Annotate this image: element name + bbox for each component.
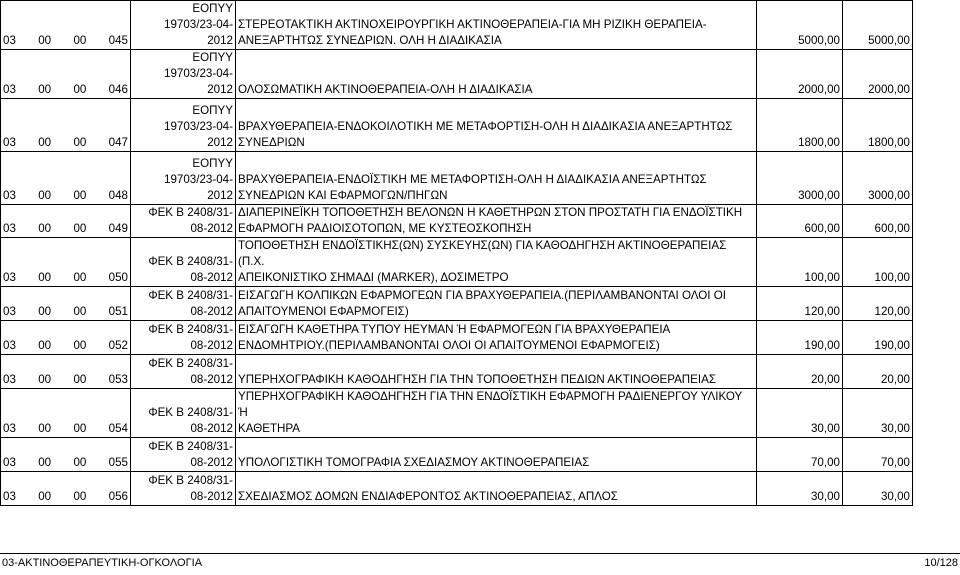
code-part: 00 [73,339,87,352]
table-row [1,321,913,355]
legal-reference-cell [131,355,236,389]
price-max-cell: 20,00 [843,355,913,389]
table-row [1,1,913,50]
code-part: 00 [73,222,87,235]
procedure-description-line: ΣΥΝΕΔΡΙΩΝ ΚΑΙ ΕΦΑΡΜΟΓΩΝ/ΠΗΓΩΝ [238,189,448,202]
price-max-cell: 30,00 [843,389,913,438]
price-cell: 30,00 [757,389,843,438]
code-part: 00 [73,490,87,503]
table-row [1,355,913,389]
procedure-code-cell [1,99,131,152]
code-part: 00 [73,189,87,202]
table-row [1,152,913,205]
price-cell: 70,00 [757,438,843,472]
code-part: 046 [108,83,128,96]
procedure-description-cell [236,152,757,205]
legal-reference-line: 2012 [207,189,233,202]
code-part: 00 [38,222,52,235]
legal-reference-line: 19703/23-04- [164,173,233,186]
code-part: 00 [38,422,52,435]
code-part: 00 [38,34,52,47]
procedure-description-line: ΒΡΑΧΥΘΕΡΑΠΕΙΑ-ΕΝΔΟΚΟΙΛΟΤΙΚΗ ΜΕ ΜΕΤΑΦΟΡΤΙΣΗ-ΟΛΗ Η ΔΙΑΔΙΚΑΣΙΑ ΑΝΕΞΑΡΤΗΤΩΣ [238,120,733,133]
procedure-description-line: ΕΙΣΑΓΩΓΗ ΚΑΘΕΤΗΡΑ ΤΥΠΟΥ ΗΕΥΜΑΝ Ή ΕΦΑΡΜΟΓΕΩΝ ΓΙΑ ΒΡΑΧΥΘΕΡΑΠΕΙΑ [238,323,671,336]
legal-reference-line: 2012 [207,83,233,96]
legal-reference-line: 19703/23-04- [164,18,233,31]
procedure-description-cell [236,389,757,438]
price-cell: 5000,00 [757,1,843,50]
procedure-code [3,455,128,471]
code-part: 00 [73,271,87,284]
legal-reference-cell [131,205,236,238]
code-part: 03 [3,34,16,47]
code-part: 050 [108,271,128,284]
price-max-cell: 30,00 [843,472,913,506]
procedure-code [3,188,128,204]
code-part: 03 [3,490,16,503]
legal-reference-line: ΦΕΚ Β 2408/31- [148,289,233,302]
code-part: 03 [3,456,16,469]
procedure-description-cell [236,50,757,99]
legal-reference-line: ΦΕΚ Β 2408/31- [148,474,233,487]
legal-reference-line: 08-2012 [190,422,233,435]
legal-reference-cell [131,50,236,99]
legal-reference-cell [131,1,236,50]
procedure-description-line: ΣΥΝΕΔΡΙΩΝ [238,136,305,149]
code-part: 03 [3,136,16,149]
procedure-code [3,489,128,505]
legal-reference-cell [131,99,236,152]
price-max-cell: 1800,00 [843,99,913,152]
procedure-description-line: ΣΤΕΡΕΟΤΑΚΤΙΚΗ ΑΚΤΙΝΟΧΕΙΡΟΥΡΓΙΚΗ ΑΚΤΙΝΟΘΕΡΑΠΕΙΑ-ΓΙΑ ΜΗ ΡΙΖΙΚΗ ΘΕΡΑΠΕΙΑ- [238,18,707,31]
procedure-code [3,338,128,354]
table-body [1,1,913,506]
procedure-description-line: ΕΝΔΟΜΗΤΡΙΟΥ.(ΠΕΡΙΛΑΜΒΑΝΟΝΤΑΙ ΟΛΟΙ ΟΙ ΑΠΑΙΤΟΥΜΕΝΟΙ ΕΦΑΡΜΟΓΕΙΣ) [238,339,660,352]
procedure-code-cell [1,1,131,50]
code-part: 00 [38,136,52,149]
price-cell: 600,00 [757,205,843,238]
code-part: 048 [108,189,128,202]
legal-reference-cell [131,389,236,438]
procedure-code-cell [1,205,131,238]
procedure-description-cell [236,472,757,506]
code-part: 055 [108,456,128,469]
procedure-code-cell [1,389,131,438]
procedure-code [3,221,128,237]
code-part: 00 [38,456,52,469]
price-cell: 20,00 [757,355,843,389]
procedure-description-cell [236,99,757,152]
legal-reference-line: 08-2012 [190,305,233,318]
code-part: 03 [3,222,16,235]
procedure-code-cell [1,355,131,389]
table-row [1,205,913,238]
procedure-description-line: ΕΦΑΡΜΟΓΗ ΡΑΔΙΟΙΣΟΤΟΠΩΝ, ΜΕ ΚΥΣΤΕΟΣΚΟΠΗΣΗ [238,222,532,235]
legal-reference-line: 08-2012 [190,490,233,503]
procedure-code-cell [1,238,131,287]
code-part: 049 [108,222,128,235]
legal-reference-line: ΦΕΚ Β 2408/31- [148,406,233,419]
code-part: 00 [73,373,87,386]
code-part: 00 [38,189,52,202]
legal-reference-cell [131,238,236,287]
table-row [1,472,913,506]
legal-reference-line: 2012 [207,136,233,149]
procedure-description-cell [236,238,757,287]
price-max-cell: 600,00 [843,205,913,238]
procedure-code-cell [1,50,131,99]
code-part: 051 [108,305,128,318]
procedure-description-line: ΥΠΕΡΗΧΟΓΡΑΦΙΚΗ ΚΑΘΟΔΗΓΗΣΗ ΓΙΑ ΤΗΝ ΕΝΔΟΪΣΤΙΚΗ ΕΦΑΡΜΟΓΗ ΡΑΔΙΕΝΕΡΓΟΥ ΥΛΙΚΟΥ Ή [238,390,743,419]
procedure-description-line: ΟΛΟΣΩΜΑΤΙΚΗ ΑΚΤΙΝΟΘΕΡΑΠΕΙΑ-ΟΛΗ Η ΔΙΑΔΙΚΑΣΙΑ [238,83,533,96]
code-part: 054 [108,422,128,435]
footer-section-title: 03-ΑΚΤΙΝΟΘΕΡΑΠΕΥΤΙΚΗ-ΟΓΚΟΛΟΓΙΑ [2,557,203,569]
procedure-description-line: ΑΠΑΙΤΟΥΜΕΝΟΙ ΕΦΑΡΜΟΓΕΙΣ) [238,305,409,318]
code-part: 047 [108,136,128,149]
procedure-code-cell [1,321,131,355]
legal-reference-line: ΦΕΚ Β 2408/31- [148,357,233,370]
price-max-cell: 5000,00 [843,1,913,50]
price-cell: 1800,00 [757,99,843,152]
price-max-cell: 120,00 [843,287,913,321]
price-cell: 2000,00 [757,50,843,99]
legal-reference-line: ΦΕΚ Β 2408/31- [148,255,233,268]
price-max-cell: 190,00 [843,321,913,355]
price-max-cell: 2000,00 [843,50,913,99]
procedure-description-line: ΕΙΣΑΓΩΓΗ ΚΟΛΠΙΚΩΝ ΕΦΑΡΜΟΓΕΩΝ ΓΙΑ ΒΡΑΧΥΘΕΡΑΠΕΙΑ.(ΠΕΡΙΛΑΜΒΑΝΟΝΤΑΙ ΟΛΟΙ ΟΙ [238,289,726,302]
procedure-code-cell [1,287,131,321]
legal-reference-line: ΦΕΚ Β 2408/31- [148,323,233,336]
price-max-cell: 3000,00 [843,152,913,205]
legal-reference-cell [131,438,236,472]
legal-reference-line: ΦΕΚ Β 2408/31- [148,440,233,453]
legal-reference-cell [131,152,236,205]
page-footer [0,553,960,570]
code-part: 00 [73,305,87,318]
price-cell: 30,00 [757,472,843,506]
procedure-description-cell [236,287,757,321]
procedure-code [3,270,128,286]
footer-page-number: 10/128 [924,557,958,569]
table-row [1,389,913,438]
procedure-code [3,421,128,437]
code-part: 045 [108,34,128,47]
table-row [1,438,913,472]
legal-reference-line: ΕΟΠΥΥ [192,51,233,64]
code-part: 03 [3,83,16,96]
procedure-code-cell [1,152,131,205]
procedure-description-cell [236,205,757,238]
legal-reference-line: ΕΟΠΥΥ [192,2,233,15]
procedure-description-line: ΥΠΟΛΟΓΙΣΤΙΚΗ ΤΟΜΟΓΡΑΦΙΑ ΣΧΕΔΙΑΣΜΟΥ ΑΚΤΙΝΟΘΕΡΑΠΕΙΑΣ [238,456,590,469]
table-row [1,99,913,152]
procedure-code-cell [1,472,131,506]
code-part: 00 [73,456,87,469]
code-part: 052 [108,339,128,352]
procedure-code [3,372,128,388]
code-part: 00 [38,305,52,318]
code-part: 00 [73,83,87,96]
procedure-description-cell [236,321,757,355]
code-part: 03 [3,373,16,386]
table-row [1,287,913,321]
code-part: 03 [3,339,16,352]
price-cell: 120,00 [757,287,843,321]
procedure-description-line: ΤΟΠΟΘΕΤΗΣΗ ΕΝΔΟΪΣΤΙΚΗΣ(ΩΝ) ΣΥΣΚΕΥΗΣ(ΩΝ) ΓΙΑ ΚΑΘΟΔΗΓΗΣΗ ΑΚΤΙΝΟΘΕΡΑΠΕΙΑΣ (Π.Χ. [238,239,727,268]
code-part: 00 [38,339,52,352]
table-row [1,50,913,99]
code-part: 00 [73,34,87,47]
code-part: 053 [108,373,128,386]
procedure-description-cell [236,438,757,472]
procedure-description-line: ΒΡΑΧΥΘΕΡΑΠΕΙΑ-ΕΝΔΟΪΣΤΙΚΗ ΜΕ ΜΕΤΑΦΟΡΤΙΣΗ-ΟΛΗ Η ΔΙΑΔΙΚΑΣΙΑ ΑΝΕΞΑΡΤΗΤΩΣ [238,173,707,186]
code-part: 03 [3,422,16,435]
procedure-code [3,82,128,98]
procedure-code [3,33,128,49]
procedure-description-cell [236,355,757,389]
price-max-cell: 100,00 [843,238,913,287]
legal-reference-line: 08-2012 [190,373,233,386]
legal-reference-cell [131,321,236,355]
legal-reference-line: 08-2012 [190,339,233,352]
legal-reference-cell [131,472,236,506]
code-part: 00 [38,83,52,96]
procedure-description-line: ΥΠΕΡΗΧΟΓΡΑΦΙΚΗ ΚΑΘΟΔΗΓΗΣΗ ΓΙΑ ΤΗΝ ΤΟΠΟΘΕΤΗΣΗ ΠΕΔΙΩΝ ΑΚΤΙΝΟΘΕΡΑΠΕΙΑΣ [238,373,717,386]
procedure-description-line: ΚΑΘΕΤΗΡΑ [238,422,301,435]
procedure-code-cell [1,438,131,472]
legal-reference-line: 08-2012 [190,222,233,235]
procedure-code [3,135,128,151]
legal-reference-line: ΦΕΚ Β 2408/31- [148,206,233,219]
code-part: 056 [108,490,128,503]
legal-reference-line: 19703/23-04- [164,120,233,133]
procedure-description-cell [236,1,757,50]
procedure-description-line: ΑΠΕΙΚΟΝΙΣΤΙΚΟ ΣΗΜΑΔΙ (MARKER), ΔΟΣΙΜΕΤΡΟ [238,271,509,284]
price-cell: 100,00 [757,238,843,287]
procedure-code [3,304,128,320]
code-part: 03 [3,189,16,202]
code-part: 00 [73,422,87,435]
legal-reference-line: 08-2012 [190,271,233,284]
legal-reference-line: 19703/23-04- [164,67,233,80]
procedure-description-line: ΔΙΑΠΕΡΙΝΕΪΚΗ ΤΟΠΟΘΕΤΗΣΗ ΒΕΛΟΝΩΝ Η ΚΑΘΕΤΗΡΩΝ ΣΤΟΝ ΠΡΟΣΤΑΤΗ ΓΙΑ ΕΝΔΟΪΣΤΙΚΗ [238,206,743,219]
legal-reference-line: 2012 [207,34,233,47]
legal-reference-line: ΕΟΠΥΥ [192,157,233,170]
legal-reference-line: ΕΟΠΥΥ [192,104,233,117]
table-row [1,238,913,287]
legal-reference-cell [131,287,236,321]
code-part: 00 [38,373,52,386]
price-cell: 190,00 [757,321,843,355]
price-cell: 3000,00 [757,152,843,205]
code-part: 03 [3,305,16,318]
procedure-description-line: ΑΝΕΞΑΡΤΗΤΩΣ ΣΥΝΕΔΡΙΩΝ. ΟΛΗ Η ΔΙΑΔΙΚΑΣΙΑ [238,34,502,47]
code-part: 00 [38,271,52,284]
legal-reference-line: 08-2012 [190,456,233,469]
price-max-cell: 70,00 [843,438,913,472]
code-part: 00 [73,136,87,149]
code-part: 00 [38,490,52,503]
code-part: 03 [3,271,16,284]
procedure-description-line: ΣΧΕΔΙΑΣΜΟΣ ΔΟΜΩΝ ΕΝΔΙΑΦΕΡΟΝΤΟΣ ΑΚΤΙΝΟΘΕΡΑΠΕΙΑΣ, ΑΠΛΟΣ [238,490,618,503]
